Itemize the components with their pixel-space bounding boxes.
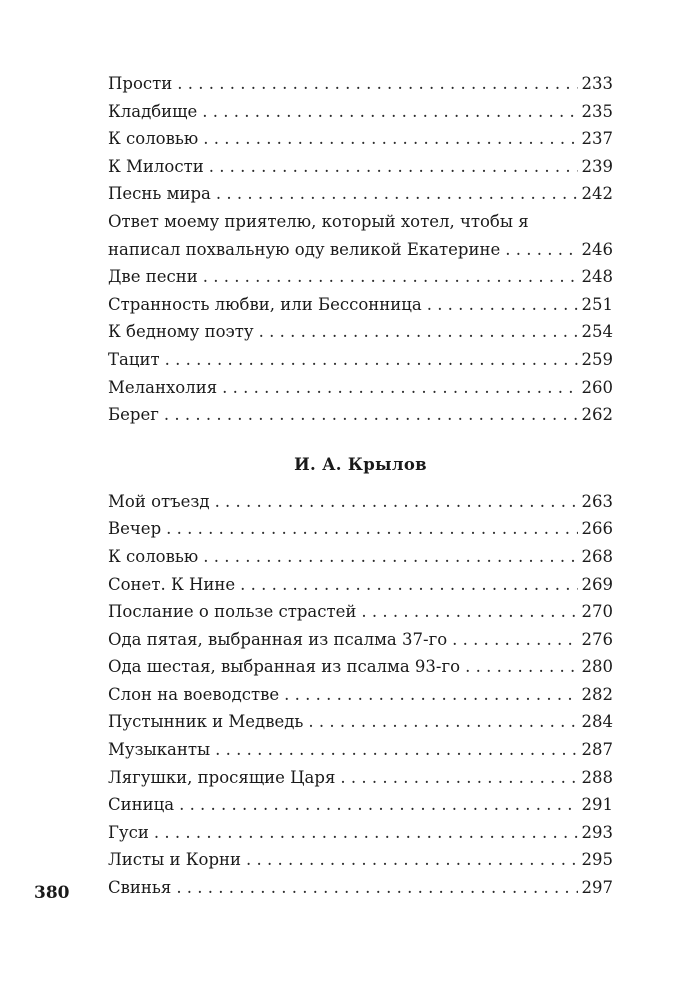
toc-entry-title: Ода пятая, выбранная из псалма 37-го: [108, 629, 448, 649]
toc-entry-page: 246: [581, 239, 613, 259]
toc-leader-dots: [166, 515, 577, 543]
toc-entry-title: Послание о пользе страстей: [108, 602, 357, 622]
toc-entry-title: Странность любви, или Бессонница: [108, 294, 422, 314]
toc-entry-title: Песнь мира: [108, 184, 211, 204]
toc-entry-title: К Милости: [108, 156, 204, 176]
toc-leader-dots: [465, 653, 577, 681]
toc-entry-title: Ода шестая, выбранная из псалма 93-го: [108, 657, 461, 677]
toc-entry: [108, 515, 613, 543]
toc-entry-title: Кладбище: [108, 101, 198, 121]
toc-entry-page: 268: [581, 546, 613, 566]
toc-entry-page: 284: [581, 712, 613, 732]
toc-leader-dots: [361, 598, 577, 626]
toc-entry-page: 297: [581, 878, 613, 898]
toc-leader-dots: [202, 98, 577, 126]
toc-entry-title: Листы и Корни: [108, 850, 242, 870]
toc-entry-page: 248: [581, 267, 613, 287]
toc-entry-title: Свинья: [108, 878, 172, 898]
toc-entry-page: 259: [581, 349, 613, 369]
toc-entry: [108, 846, 613, 874]
toc-entry-page: 282: [581, 684, 613, 704]
toc-entry-page: 233: [581, 74, 613, 93]
toc-entry-page: 260: [581, 377, 613, 397]
page-number: 380: [34, 883, 70, 903]
toc-entry: [108, 318, 613, 346]
toc-entry: [108, 374, 613, 402]
toc-entry: [108, 598, 613, 626]
toc-entry: [108, 764, 613, 792]
toc-entry-title: Берег: [108, 405, 159, 425]
toc-entry-page: 291: [581, 795, 613, 815]
toc-entry: [108, 263, 613, 291]
toc-entry-page: 287: [581, 740, 613, 760]
toc-entry-title: Гуси: [108, 822, 149, 842]
toc-entry: [108, 70, 613, 98]
toc-entry: [108, 543, 613, 571]
toc-entry-page: 295: [581, 850, 613, 870]
toc-entry: [108, 819, 613, 847]
toc-entry-title-line-2: написал похвальную оду великой Екатерине: [108, 239, 501, 259]
toc-entry-page: 254: [581, 322, 613, 342]
toc-entry: [108, 208, 613, 263]
toc-entry-page: 235: [581, 101, 613, 121]
toc-leader-dots: [340, 764, 577, 792]
toc-entry-title: Две песни: [108, 267, 198, 287]
toc-entry-page: 266: [581, 519, 613, 539]
toc-entry-title: Прости: [108, 74, 173, 93]
toc-leader-dots: [164, 401, 578, 429]
table-of-contents: [108, 70, 613, 902]
toc-entry-title: Сонет. К Нине: [108, 574, 236, 594]
toc-leader-dots: [259, 318, 578, 346]
toc-entry-title: К соловью: [108, 129, 199, 149]
toc-entry-title-line-1: Ответ моему приятелю, который хотел, чтобы я: [108, 211, 529, 231]
toc-entry: [108, 653, 613, 681]
toc-leader-dots: [427, 291, 578, 319]
toc-leader-dots: [154, 819, 578, 847]
toc-leader-dots: [222, 374, 577, 402]
toc-leader-dots: [215, 736, 577, 764]
toc-entry-title: К бедному поэту: [108, 322, 254, 342]
toc-entry: [108, 153, 613, 181]
toc-leader-dots: [203, 263, 578, 291]
toc-section-2: [108, 488, 613, 902]
toc-leader-dots: [240, 571, 577, 599]
toc-leader-dots: [165, 346, 578, 374]
toc-entry-page: 239: [581, 156, 613, 176]
toc-entry: [108, 401, 613, 429]
toc-entry: [108, 488, 613, 516]
toc-leader-dots: [179, 791, 577, 819]
toc-entry-title: Меланхолия: [108, 377, 218, 397]
toc-entry-page: 270: [581, 602, 613, 622]
toc-entry-title: Тацит: [108, 349, 160, 369]
toc-entry-page: 263: [581, 491, 613, 511]
toc-entry: [108, 708, 613, 736]
toc-entry-title: Музыканты: [108, 740, 211, 760]
toc-entry-last-line: [108, 236, 613, 264]
toc-entry-page: 251: [581, 294, 613, 314]
toc-leader-dots: [203, 125, 577, 153]
toc-leader-dots: [176, 874, 577, 902]
toc-entry-page: 288: [581, 767, 613, 787]
toc-leader-dots: [215, 488, 578, 516]
toc-entry-page: 242: [581, 184, 613, 204]
toc-leader-dots: [203, 543, 577, 571]
toc-entry-page: 280: [581, 657, 613, 677]
toc-entry: [108, 98, 613, 126]
toc-leader-dots: [216, 180, 578, 208]
toc-leader-dots: [505, 236, 577, 264]
toc-entry-page: 276: [581, 629, 613, 649]
toc-leader-dots: [284, 681, 577, 709]
toc-entry-title: Лягушки, просящие Царя: [108, 767, 336, 787]
toc-entry-title: Синица: [108, 795, 175, 815]
toc-leader-dots: [177, 70, 577, 98]
toc-entry: [108, 180, 613, 208]
toc-entry: [108, 571, 613, 599]
toc-entry: [108, 291, 613, 319]
toc-entry: [108, 626, 613, 654]
toc-entry-title: Слон на воеводстве: [108, 684, 280, 704]
toc-entry-title: К соловью: [108, 546, 199, 566]
toc-entry-page: 237: [581, 129, 613, 149]
toc-leader-dots: [246, 846, 577, 874]
toc-entry: [108, 681, 613, 709]
toc-entry: [108, 874, 613, 902]
toc-entry-page: 293: [581, 822, 613, 842]
section-heading-author: И. А. Крылов: [294, 454, 427, 474]
toc-entry-title: Мой отъезд: [108, 491, 210, 511]
toc-entry: [108, 736, 613, 764]
toc-section-1: [108, 70, 613, 429]
toc-leader-dots: [308, 708, 577, 736]
toc-entry: [108, 791, 613, 819]
toc-entry-title: Пустынник и Медведь: [108, 712, 304, 732]
toc-entry-page: 269: [581, 574, 613, 594]
toc-entry-page: 262: [581, 405, 613, 425]
toc-entry: [108, 346, 613, 374]
toc-entry-title: Вечер: [108, 519, 162, 539]
toc-entry: [108, 125, 613, 153]
toc-leader-dots: [452, 626, 577, 654]
toc-leader-dots: [209, 153, 578, 181]
